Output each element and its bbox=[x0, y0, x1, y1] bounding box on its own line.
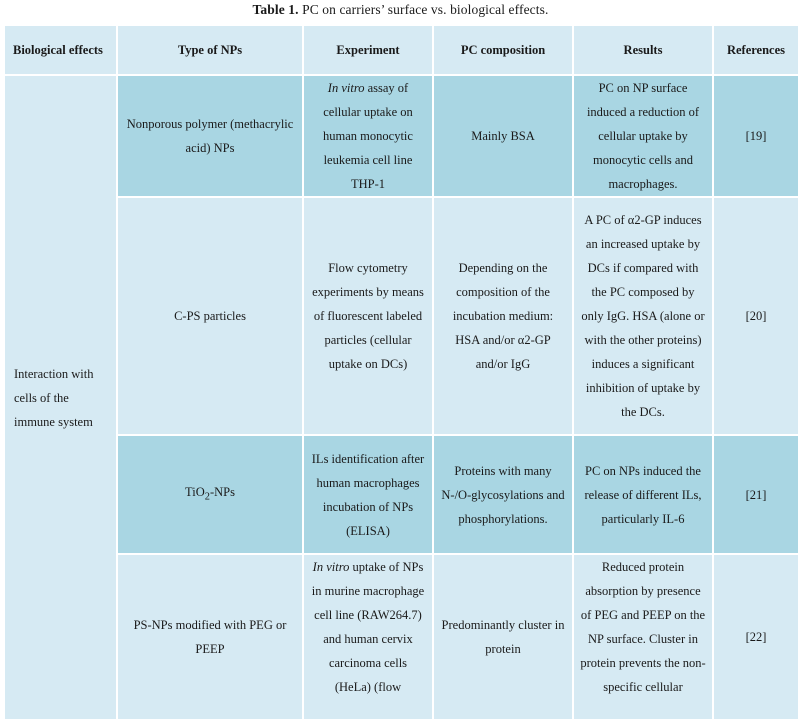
reference-cell: [21] bbox=[713, 435, 799, 554]
table-row bbox=[4, 435, 799, 554]
table-row bbox=[4, 197, 799, 435]
type-cell: PS-NPs modified with PEG or PEEP bbox=[117, 554, 303, 720]
experiment-cell: ILs identification after human macrophages incubation of NPs (ELISA) bbox=[303, 435, 433, 554]
results-cell: PC on NPs induced the release of different ILs, particularly IL-6 bbox=[573, 435, 713, 554]
type-main: TiO bbox=[185, 484, 205, 499]
results-clip: Reduced protein absorption by presence of PEG and PEEP on the NP surface. Cluster in protein prevents the non-specific cellular bbox=[580, 560, 706, 694]
reference-cell: [20] bbox=[713, 197, 799, 435]
experiment-emphasis: In vitro bbox=[327, 81, 365, 95]
table-caption-label: Table 1. bbox=[252, 2, 299, 17]
header-experiment: Experiment bbox=[303, 25, 433, 75]
experiment-clip bbox=[310, 555, 426, 699]
experiment-text: uptake of NPs in murine macrophage cell line (RAW264.7) and human cervix carcinoma cells (HeLa) (flow bbox=[311, 560, 425, 694]
table-row bbox=[4, 554, 799, 720]
type-cell bbox=[117, 435, 303, 554]
type-cell: Nonporous polymer (methacrylic acid) NPs bbox=[117, 75, 303, 197]
type-tail: -NPs bbox=[209, 484, 235, 499]
type-subscript: 2 bbox=[204, 491, 210, 503]
experiment-cell bbox=[303, 75, 433, 197]
composition-cell: Depending on the composition of the incubation medium: HSA and/or α2-GP and/or IgG bbox=[433, 197, 573, 435]
composition-cell: Proteins with many N-/O-glycosylations and phosphorylations. bbox=[433, 435, 573, 554]
header-type-of-nps: Type of NPs bbox=[117, 25, 303, 75]
table-row bbox=[4, 75, 799, 197]
composition-cell: Predominantly cluster in protein bbox=[433, 554, 573, 720]
biological-effect-cell: Interaction with cells of the immune system bbox=[4, 75, 117, 720]
results-cell: PC on NP surface induced a reduction of cellular uptake by monocytic cells and macrophages. bbox=[573, 75, 713, 197]
experiment-cell bbox=[303, 554, 433, 720]
header-pc-composition: PC composition bbox=[433, 25, 573, 75]
results-table bbox=[3, 24, 800, 721]
results-cell: A PC of α2-GP induces an increased uptake by DCs if compared with the PC composed by only IgG. HSA (alone or with the other proteins) induces a significant inhibition of uptake by the DCs. bbox=[573, 197, 713, 435]
experiment-text: assay of cellular uptake on human monocytic leukemia cell line THP-1 bbox=[323, 81, 413, 191]
header-references: References bbox=[713, 25, 799, 75]
table-caption-text: PC on carriers’ surface vs. biological effects. bbox=[298, 2, 549, 17]
reference-cell: [22] bbox=[713, 554, 799, 720]
composition-cell: Mainly BSA bbox=[433, 75, 573, 197]
results-cell bbox=[573, 554, 713, 720]
table-header-row bbox=[4, 25, 799, 75]
type-cell: C-PS particles bbox=[117, 197, 303, 435]
header-biological-effects: Biological effects bbox=[4, 25, 117, 75]
experiment-cell: Flow cytometry experiments by means of fluorescent labeled particles (cellular uptake on DCs) bbox=[303, 197, 433, 435]
header-results: Results bbox=[573, 25, 713, 75]
reference-cell: [19] bbox=[713, 75, 799, 197]
experiment-emphasis: In vitro bbox=[312, 560, 350, 574]
table-caption bbox=[0, 2, 801, 18]
